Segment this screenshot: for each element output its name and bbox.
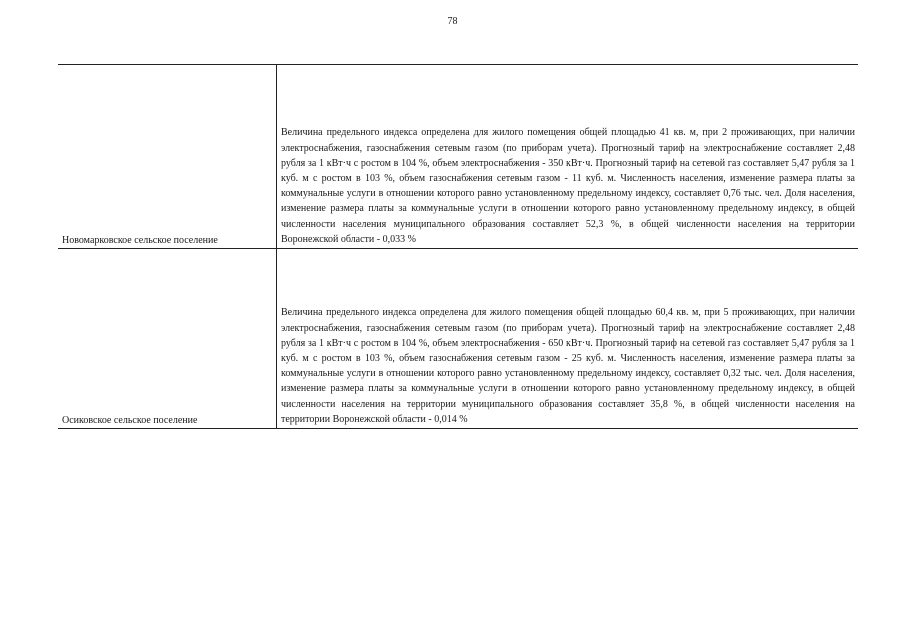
settlement-index-table [58, 64, 858, 429]
settlement-name: Осиковское сельское поселение [62, 415, 198, 426]
settlement-name: Новомарковское сельское поселение [62, 235, 218, 246]
table-row [58, 249, 858, 429]
settlement-description-cell [277, 249, 859, 429]
settlement-description-cell [277, 65, 859, 249]
table-row [58, 65, 858, 249]
page-number: 78 [447, 16, 458, 27]
settlement-description: Величина предельного индекса определена для жилого помещения общей площадью 41 кв. м, при 2 проживающих, при наличии электроснабжения, газоснабжения сетевым газом (по приборам учета). Прогнозный тариф на электроснабжение составляет 2,48 рубля за 1 кВт·ч с ростом в 104 %, объем электроснабжения - 350 кВт·ч. Прогнозный тариф на сетевой газ составляет 5,47 рубля за 1 куб. м с ростом в 103 %, объем газоснабжения сетевым газом - 11 куб. м. Численность населения, изменение размера платы за коммунальные услуги в отношении которого равно установленному предельному индексу, составляет 0,76 тыс. чел. Доля населения, изменение размера платы за коммунальные услуги в отношении которого равно установленному предельному индексу, в общей численности населения муниципального образования составляет 52,3 %, в общей численности населения на территории Воронежской области - 0,033 % [281, 127, 855, 245]
settlement-name-cell [58, 65, 277, 249]
settlement-name-cell [58, 249, 277, 429]
settlement-description: Величина предельного индекса определена для жилого помещения общей площадью 60,4 кв. м, при 5 проживающих, при наличии электроснабжения, газоснабжения сетевым газом (по приборам учета). Прогнозный тариф на электроснабжение составляет 2,48 рубля за 1 кВт·ч с ростом в 104 %, объем электроснабжения - 650 кВт·ч. Прогнозный тариф на сетевой газ составляет 5,47 рубля за 1 куб. м с ростом в 103 %, объем газоснабжения сетевым газом - 25 куб. м. Численность населения, изменение размера платы за коммунальные услуги в отношении которого равно установленному предельному индексу, составляет 0,32 тыс. чел. Доля населения, изменение размера платы за коммунальные услуги в отношении которого равно установленному предельному индексу, в общей численности населения на территории муниципального образования составляет 35,8 %, в общей численности населения на территории Воронежской области - 0,014 % [281, 307, 855, 425]
